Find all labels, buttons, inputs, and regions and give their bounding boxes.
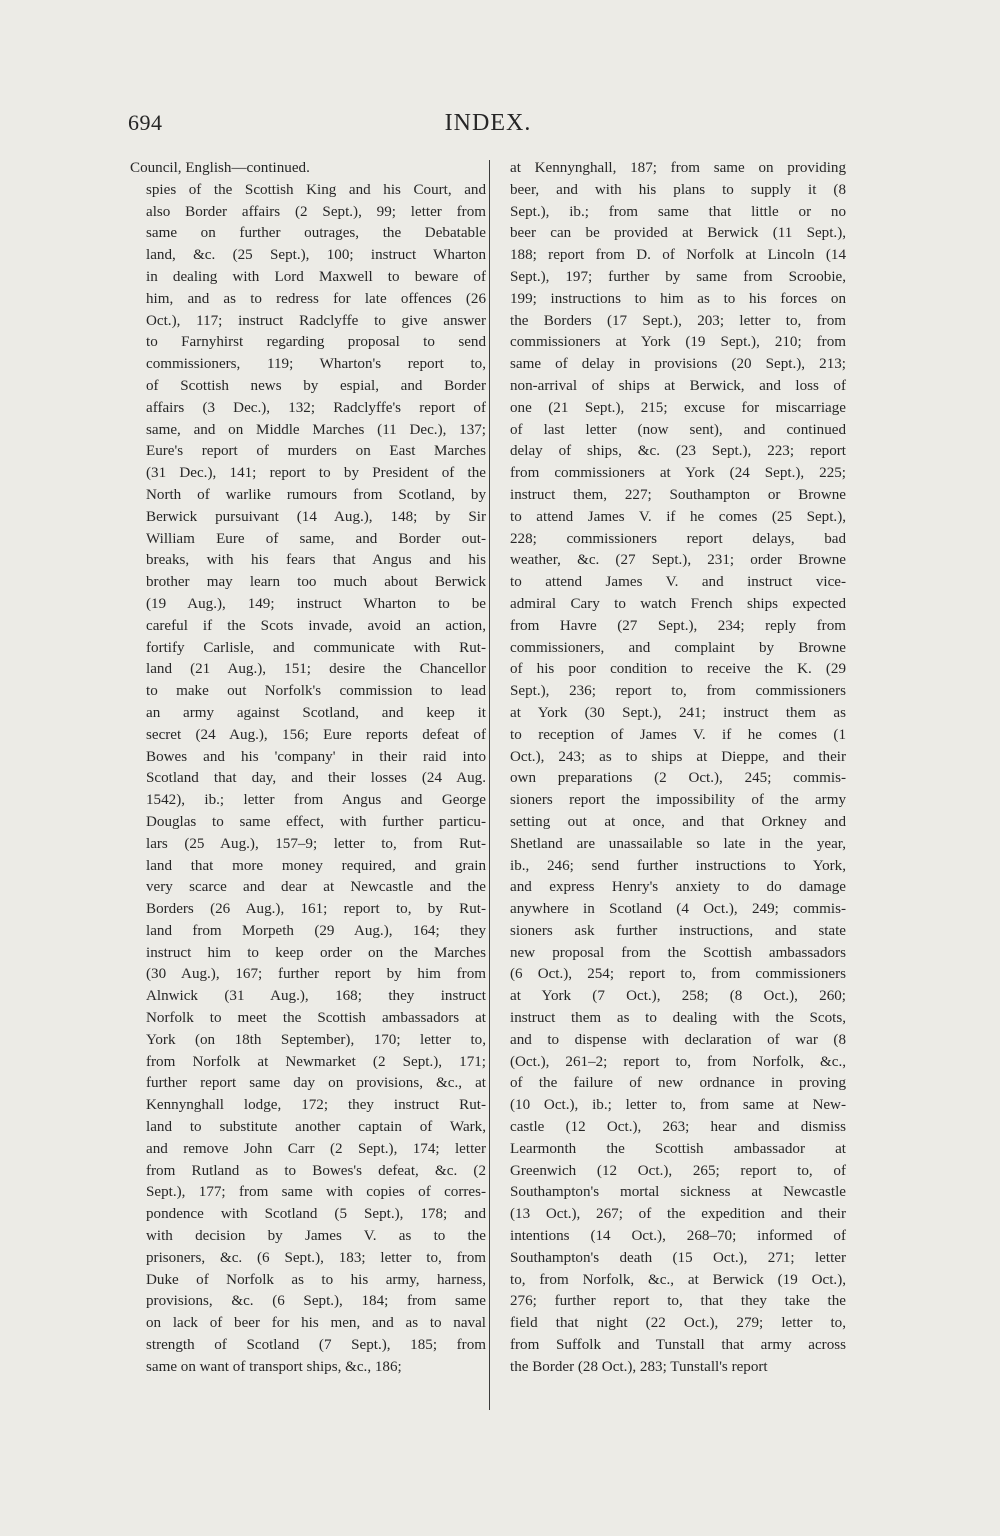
text-line: brother may learn too much about Berwick <box>146 574 486 591</box>
text-line: fortify Carlisle, and communicate with Rut- <box>146 639 486 656</box>
text-line: (31 Dec.), 141; report to by President of the <box>146 465 486 482</box>
text-line: Norfolk to meet the Scottish ambassadors at <box>146 1010 486 1027</box>
text-line: (10 Oct.), ib.; letter to, from same at New- <box>510 1097 846 1114</box>
text-line: sioners report the impossibility of the army <box>510 792 846 809</box>
text-line: (19 Aug.), 149; instruct Wharton to be <box>146 595 486 612</box>
text-line: at Kennynghall, 187; from same on providing <box>510 160 846 176</box>
text-line: setting out at once, and that Orkney and <box>510 813 846 830</box>
text-line: Alnwick (31 Aug.), 168; they instruct <box>146 988 486 1005</box>
text-line: non-arrival of ships at Berwick, and loss of <box>510 377 846 394</box>
text-line: instruct them, 227; Southampton or Browne <box>510 486 846 503</box>
text-line: at York (30 Sept.), 241; instruct them as <box>510 704 846 721</box>
text-line: Learmonth the Scottish ambassador at <box>510 1140 846 1157</box>
text-line: same of delay in provisions (20 Sept.), 213; <box>510 356 846 373</box>
text-line: Eure's report of murders on East Marches <box>146 443 486 460</box>
text-line: from Norfolk at Newmarket (2 Sept.), 171; <box>146 1053 486 1070</box>
text-line: land (21 Aug.), 151; desire the Chancellor <box>146 661 486 678</box>
text-line: careful if the Scots invade, avoid an action, <box>146 617 486 634</box>
text-line: North of warlike rumours from Scotland, by <box>146 486 486 503</box>
text-line: an army against Scotland, and keep it <box>146 704 486 721</box>
text-line: 1542), ib.; letter from Angus and George <box>146 792 486 809</box>
text-line: York (on 18th September), 170; letter to, <box>146 1031 486 1048</box>
text-line: 188; report from D. of Norfolk at Lincoln (14 <box>510 247 846 264</box>
text-line: Sept.), ib.; from same that little or no <box>510 203 846 220</box>
text-line: same, and on Middle Marches (11 Dec.), 137; <box>146 421 486 438</box>
text-line: Sept.), 177; from same with copies of corres- <box>146 1184 486 1201</box>
text-line: breaks, with his fears that Angus and his <box>146 552 486 569</box>
text-line: admiral Cary to watch French ships expected <box>510 595 846 612</box>
text-line: to attend James V. and instruct vice- <box>510 574 846 591</box>
text-line: at York (7 Oct.), 258; (8 Oct.), 260; <box>510 988 846 1005</box>
text-line: sioners ask further instructions, and state <box>510 922 846 939</box>
text-line: of last letter (now sent), and continued <box>510 421 846 438</box>
text-line: Bowes and his 'company' in their raid into <box>146 748 486 765</box>
running-title: INDEX. <box>444 110 532 136</box>
text-line: intentions (14 Oct.), 268–70; informed of <box>510 1228 846 1245</box>
text-line: Douglas to same effect, with further particu- <box>146 813 486 830</box>
text-line: prisoners, &c. (6 Sept.), 183; letter to, from <box>146 1249 486 1266</box>
text-line: anywhere in Scotland (4 Oct.), 249; commis- <box>510 901 846 918</box>
text-line: from commissioners at York (24 Sept.), 225; <box>510 465 846 482</box>
text-line: very scarce and dear at Newcastle and the <box>146 879 486 896</box>
entry-heading: Council, English—continued. <box>130 160 310 176</box>
text-line: on lack of beer for his men, and as to naval <box>146 1315 486 1332</box>
text-line: spies of the Scottish King and his Court, and <box>146 181 486 198</box>
text-line: Southampton's mortal sickness at Newcastle <box>510 1184 846 1201</box>
text-line: beer, and with his plans to supply it (8 <box>510 181 846 198</box>
text-line: lars (25 Aug.), 157–9; letter to, from Rut- <box>146 835 486 852</box>
text-line: him, and as to redress for late offences (26 <box>146 290 486 307</box>
text-line: Borders (26 Aug.), 161; report to, by Rut- <box>146 901 486 918</box>
text-line: (6 Oct.), 254; report to, from commissioners <box>510 966 846 983</box>
text-line: William Eure of same, and Border out- <box>146 530 486 547</box>
text-line: with decision by James V. as to the <box>146 1228 486 1245</box>
left-column <box>130 158 486 1379</box>
text-line: delay of ships, &c. (23 Sept.), 223; report <box>510 443 846 460</box>
text-line: Duke of Norfolk as to his army, harness, <box>146 1271 486 1288</box>
text-line: (Oct.), 261–2; report to, from Norfolk, &c., <box>510 1053 846 1070</box>
text-line: affairs (3 Dec.), 132; Radclyffe's report of <box>146 399 486 416</box>
text-line: in dealing with Lord Maxwell to beware of <box>146 268 486 285</box>
text-line: Scotland that day, and their losses (24 Aug. <box>146 770 486 787</box>
text-line: to make out Norfolk's commission to lead <box>146 683 486 700</box>
text-line: Sept.), 197; further by same from Scroobie, <box>510 268 846 285</box>
text-line: Sept.), 236; report to, from commissioners <box>510 683 846 700</box>
text-line: land from Morpeth (29 Aug.), 164; they <box>146 922 486 939</box>
text-line: ib., 246; send further instructions to York, <box>510 857 846 874</box>
text-line: Kennynghall lodge, 172; they instruct Rut- <box>146 1097 486 1114</box>
text-line: Southampton's death (15 Oct.), 271; letter <box>510 1249 846 1266</box>
text-line: from Havre (27 Sept.), 234; reply from <box>510 617 846 634</box>
text-line: beer can be provided at Berwick (11 Sept.), <box>510 225 846 242</box>
text-line: land, &c. (25 Sept.), 100; instruct Wharton <box>146 247 486 264</box>
text-line: pondence with Scotland (5 Sept.), 178; and <box>146 1206 486 1223</box>
text-line: from Rutland as to Bowes's defeat, &c. (2 <box>146 1162 486 1179</box>
text-line: land that more money required, and grain <box>146 857 486 874</box>
text-line: also Border affairs (2 Sept.), 99; letter from <box>146 203 486 220</box>
text-line: Greenwich (12 Oct.), 265; report to, of <box>510 1162 846 1179</box>
text-line: of Scottish news by espial, and Border <box>146 377 486 394</box>
column-divider <box>489 160 490 1410</box>
text-line: (30 Aug.), 167; further report by him from <box>146 966 486 983</box>
text-line: Oct.), 117; instruct Radclyffe to give answer <box>146 312 486 329</box>
text-line: same on want of transport ships, &c., 186; <box>146 1358 402 1375</box>
text-line: own preparations (2 Oct.), 245; commis- <box>510 770 846 787</box>
text-line: new proposal from the Scottish ambassadors <box>510 944 846 961</box>
page-number: 694 <box>128 110 163 135</box>
text-line: to, from Norfolk, &c., at Berwick (19 Oct.), <box>510 1271 846 1288</box>
text-line: instruct them as to dealing with the Scots, <box>510 1010 846 1027</box>
text-line: 228; commissioners report delays, bad <box>510 530 846 547</box>
text-line: 276; further report to, that they take the <box>510 1293 846 1310</box>
text-line: and express Henry's anxiety to do damage <box>510 879 846 896</box>
text-line: same on further outrages, the Debatable <box>146 225 486 242</box>
text-line: further report same day on provisions, &c., at <box>146 1075 486 1092</box>
text-line: to reception of James V. if he comes (1 <box>510 726 846 743</box>
text-line: (13 Oct.), 267; of the expedition and their <box>510 1206 846 1223</box>
text-line: one (21 Sept.), 215; excuse for miscarriage <box>510 399 846 416</box>
text-line: to attend James V. if he comes (25 Sept.), <box>510 508 846 525</box>
text-line: 199; instructions to him as to his forces on <box>510 290 846 307</box>
text-line: castle (12 Oct.), 263; hear and dismiss <box>510 1119 846 1136</box>
text-line: Shetland are unassailable so late in the year, <box>510 835 846 852</box>
text-line: secret (24 Aug.), 156; Eure reports defeat of <box>146 726 486 743</box>
text-line: instruct him to keep order on the Marches <box>146 944 486 961</box>
page-header <box>128 110 848 146</box>
text-line: commissioners, and complaint by Browne <box>510 639 846 656</box>
text-line: and to dispense with declaration of war (8 <box>510 1031 846 1048</box>
text-line: and remove John Carr (2 Sept.), 174; letter <box>146 1140 486 1157</box>
text-line: of his poor condition to receive the K. (29 <box>510 661 846 678</box>
text-line: the Border (28 Oct.), 283; Tunstall's report <box>510 1358 768 1375</box>
text-line: strength of Scotland (7 Sept.), 185; from <box>146 1337 486 1354</box>
text-line: of the failure of new ordnance in proving <box>510 1075 846 1092</box>
right-column <box>510 158 866 1379</box>
text-line: field that night (22 Oct.), 279; letter to, <box>510 1315 846 1332</box>
text-line: land to substitute another captain of Wark, <box>146 1119 486 1136</box>
text-line: to Farnyhirst regarding proposal to send <box>146 334 486 351</box>
text-line: commissioners at York (19 Sept.), 210; from <box>510 334 846 351</box>
text-line: Oct.), 243; as to ships at Dieppe, and their <box>510 748 846 765</box>
text-line: Berwick pursuivant (14 Aug.), 148; by Sir <box>146 508 486 525</box>
text-line: the Borders (17 Sept.), 203; letter to, from <box>510 312 846 329</box>
text-line: commissioners, 119; Wharton's report to, <box>146 356 486 373</box>
text-line: weather, &c. (27 Sept.), 231; order Browne <box>510 552 846 569</box>
text-line: provisions, &c. (6 Sept.), 184; from same <box>146 1293 486 1310</box>
text-line: from Suffolk and Tunstall that army across <box>510 1337 846 1354</box>
